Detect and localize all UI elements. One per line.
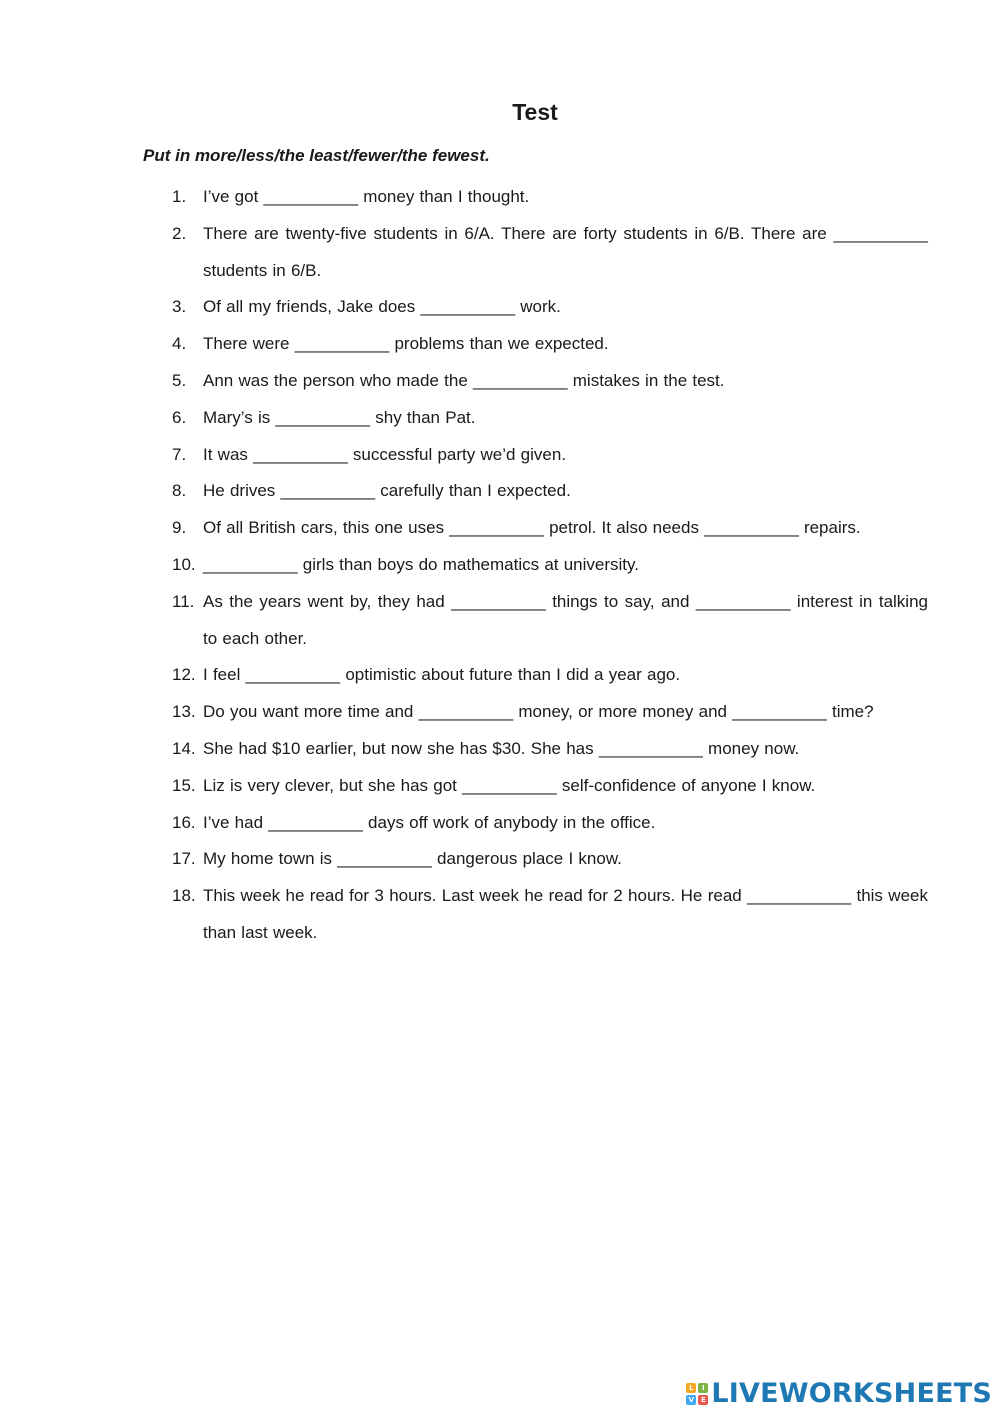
question-number: 17. [172,849,196,869]
logo-mark-cell: V [686,1395,696,1405]
question-text: Mary’s is __________ shy than Pat. [203,407,476,427]
question-text: There are twenty-five students in 6/A. There are forty students in 6/B. There are __________ students in 6/B. [203,223,928,280]
question-text: As the years went by, they had __________ things to say, and __________ interest in talking to each other. [203,591,928,648]
question-number: 16. [172,812,196,832]
question-item-5 [172,363,928,400]
question-list [172,179,928,952]
question-item-10 [172,547,928,584]
logo-mark-cell: I [698,1383,708,1393]
question-item-17 [172,841,928,878]
question-item-14 [172,731,928,768]
question-number: 13. [172,702,196,722]
question-item-15 [172,768,928,805]
question-text: I feel __________ optimistic about future than I did a year ago. [203,665,681,685]
question-item-12 [172,657,928,694]
question-item-8 [172,473,928,510]
question-number: 3. [172,297,187,317]
question-item-16 [172,805,928,842]
question-text: He drives __________ carefully than I expected. [203,481,571,501]
question-text: Liz is very clever, but she has got __________ self-confidence of anyone I know. [203,775,816,795]
question-item-18 [172,878,928,952]
question-number: 7. [172,444,187,464]
question-item-2 [172,216,928,290]
question-number: 14. [172,738,196,758]
question-text: Of all my friends, Jake does __________ work. [203,297,561,317]
question-item-3 [172,289,928,326]
question-text: Do you want more time and __________ money, or more money and __________ time? [203,702,874,722]
question-number: 18. [172,886,196,906]
logo-mark-cell: L [686,1383,696,1393]
question-text: There were __________ problems than we expected. [203,334,609,354]
question-text: My home town is __________ dangerous place I know. [203,849,622,869]
question-number: 9. [172,518,187,538]
instruction: Put in more/less/the least/fewer/the fewest. [143,146,490,165]
page-title: Test [512,99,558,125]
question-item-4 [172,326,928,363]
question-number: 4. [172,334,187,354]
question-number: 10. [172,554,196,574]
question-number: 1. [172,187,187,206]
question-number: 12. [172,665,196,685]
question-text: It was __________ successful party we’d given. [203,444,567,464]
question-item-1 [172,179,928,216]
question-text: She had $10 earlier, but now she has $30. She has ___________ money now. [203,738,800,758]
question-text: Of all British cars, this one uses __________ petrol. It also needs __________ repairs. [203,518,861,538]
liveworksheets-logo [686,1379,992,1409]
question-number: 6. [172,407,187,427]
question-item-7 [172,437,928,474]
question-item-11 [172,584,928,658]
question-text: __________ girls than boys do mathematics at university. [203,554,639,574]
logo-mark-cell: E [698,1395,708,1405]
question-text: Ann was the person who made the __________ mistakes in the test. [203,370,725,390]
logo-mark-icon [686,1383,708,1405]
question-number: 11. [172,591,195,611]
question-number: 5. [172,370,187,390]
question-number: 2. [172,223,187,243]
question-text: I’ve got __________ money than I thought. [203,187,530,206]
logo-text: LIVEWORKSHEETS [711,1378,992,1409]
question-item-6 [172,400,928,437]
question-text: This week he read for 3 hours. Last week he read for 2 hours. He read ___________ this week than last week. [203,886,928,942]
question-item-9 [172,510,928,547]
question-item-13 [172,694,928,731]
question-number: 15. [172,775,196,795]
question-text: I’ve had __________ days off work of anybody in the office. [203,812,656,832]
question-number: 8. [172,481,187,501]
